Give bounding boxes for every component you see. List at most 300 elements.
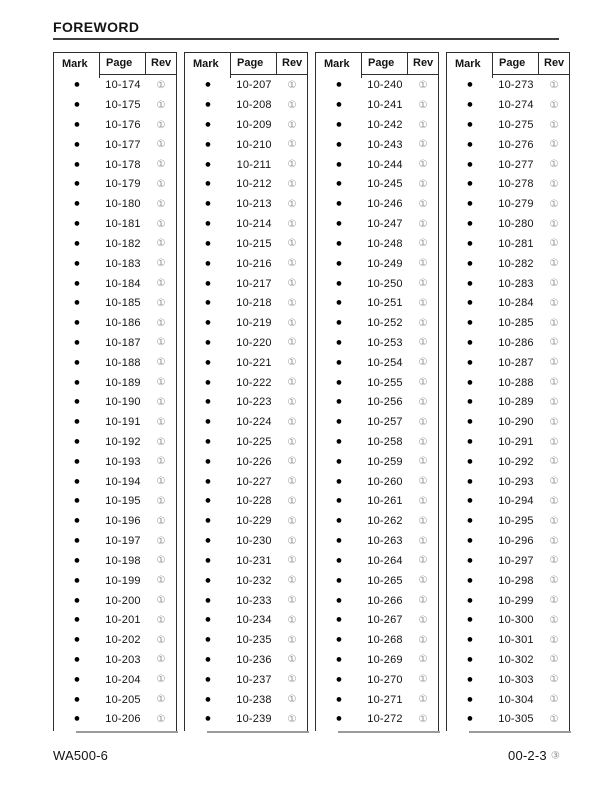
rev-circled-digit: ① [549,416,559,428]
rev-circled-digit: ① [287,713,297,725]
table-header-row [185,53,307,75]
mark-cell [185,140,231,151]
page-cell: 10-176 [105,119,141,132]
rev-circled-digit: ① [156,575,166,587]
table-row [54,452,176,472]
page-cell: 10-281 [498,237,534,250]
rev-circled-digit: ① [287,694,297,706]
table-row [185,710,307,730]
rev-circled-digit: ① [156,595,166,607]
rev-cell [146,457,176,467]
rev-cell [277,537,307,547]
rev-cell [277,220,307,230]
table-row [185,294,307,314]
rev-cell [277,200,307,210]
rev-circled-digit: ① [418,674,428,686]
table-row [185,512,307,532]
page-cell: 10-280 [498,218,534,231]
mark-cell [447,259,493,270]
rev-cell [539,160,569,170]
mark-cell [316,100,362,111]
rev-cell [146,596,176,606]
rev-cell [146,556,176,566]
page-cell: 10-212 [236,178,272,191]
table-row [316,274,438,294]
table-row [316,670,438,690]
page-cell: 10-233 [236,594,272,607]
mark-cell [316,496,362,507]
mark-bullet-icon: ● [204,336,212,349]
table-row [54,413,176,433]
mark-bullet-icon: ● [204,494,212,507]
mark-bullet-icon: ● [466,356,474,369]
rev-circled-digit: ① [418,515,428,527]
mark-bullet-icon: ● [73,395,81,408]
mark-bullet-icon: ● [73,574,81,587]
mark-bullet-icon: ● [73,594,81,607]
mark-bullet-icon: ● [466,277,474,290]
table-row [316,96,438,116]
rev-cell [539,537,569,547]
mark-cell [185,516,231,527]
page-cell: 10-191 [105,416,141,429]
page-cell: 10-282 [498,257,534,270]
rev-circled-digit: ① [287,456,297,468]
table-row [316,433,438,453]
rev-circled-digit: ① [418,377,428,389]
table-body [316,75,438,731]
mark-bullet-icon: ● [335,296,343,309]
page-cell: 10-244 [367,158,403,171]
mark-cell [316,140,362,151]
rev-circled-digit: ① [156,258,166,270]
table-row [185,472,307,492]
mark-bullet-icon: ● [466,376,474,389]
rev-cell [408,675,438,685]
page-cell: 10-273 [498,79,534,92]
table-row [316,373,438,393]
rev-circled-digit: ① [549,634,559,646]
table-bottom-shadow [338,731,440,733]
mark-bullet-icon: ● [466,534,474,547]
rev-circled-digit: ① [156,614,166,626]
rev-circled-digit: ① [549,297,559,309]
page-cell: 10-277 [498,158,534,171]
rev-cell [277,418,307,428]
table-body [185,75,307,731]
table-row [316,215,438,235]
rev-cell [539,418,569,428]
rev-cell [408,338,438,348]
mark-bullet-icon: ● [335,217,343,230]
rev-circled-digit: ① [287,278,297,290]
rev-circled-digit: ① [287,614,297,626]
rev-cell [408,636,438,646]
rev-cell [408,398,438,408]
mark-bullet-icon: ● [73,633,81,646]
mark-bullet-icon: ● [73,237,81,250]
mark-cell [447,477,493,488]
page-cell: 10-194 [105,475,141,488]
rev-cell [146,418,176,428]
page-cell: 10-185 [105,297,141,310]
mark-cell [185,219,231,230]
mark-cell [316,239,362,250]
rev-cell [539,636,569,646]
mark-cell [447,556,493,567]
mark-cell [316,120,362,131]
table-row [316,552,438,572]
column-header-mark: Mark [316,53,362,75]
column-header-page: Page [100,53,146,75]
rev-circled-digit: ① [418,119,428,131]
rev-cell [277,121,307,131]
page-cell: 10-268 [367,634,403,647]
rev-cell [277,259,307,269]
table-row [316,651,438,671]
table-row [54,116,176,136]
mark-cell [316,576,362,587]
mark-cell [316,199,362,210]
rev-circled-digit: ① [418,555,428,567]
mark-cell [185,417,231,428]
page-cell: 10-251 [367,297,403,310]
rev-cell [277,101,307,111]
mark-bullet-icon: ● [73,277,81,290]
table-row [447,334,569,354]
page-cell: 10-264 [367,554,403,567]
mark-bullet-icon: ● [335,197,343,210]
mark-bullet-icon: ● [466,435,474,448]
page-cell: 10-183 [105,257,141,270]
table-row [185,353,307,373]
page-cell: 10-293 [498,475,534,488]
rev-cell [277,616,307,626]
rev-circled-digit: ① [287,317,297,329]
page-cell: 10-297 [498,554,534,567]
page-cell: 10-289 [498,396,534,409]
page-cell: 10-286 [498,336,534,349]
mark-bullet-icon: ● [335,415,343,428]
page-cell: 10-174 [105,79,141,92]
rev-circled-digit: ① [287,238,297,250]
page-cell: 10-224 [236,416,272,429]
table-row [185,670,307,690]
rev-circled-digit: ① [418,99,428,111]
rev-circled-digit: ① [549,694,559,706]
rev-circled-digit: ① [287,258,297,270]
table-row [185,135,307,155]
table-row [185,690,307,710]
rev-circled-digit: ① [418,575,428,587]
rev-cell [539,477,569,487]
mark-bullet-icon: ● [204,316,212,329]
table-header-row [54,53,176,75]
mark-bullet-icon: ● [466,455,474,468]
rev-circled-digit: ① [287,198,297,210]
page-cell: 10-200 [105,594,141,607]
table-row [54,96,176,116]
mark-cell [185,635,231,646]
table-row [185,274,307,294]
table-row [447,314,569,334]
page-cell: 10-234 [236,614,272,627]
page-cell: 10-253 [367,336,403,349]
table-row [447,492,569,512]
mark-bullet-icon: ● [335,435,343,448]
mark-bullet-icon: ● [204,633,212,646]
mark-cell [447,437,493,448]
rev-cell [146,497,176,507]
mark-bullet-icon: ● [204,98,212,111]
mark-bullet-icon: ● [335,158,343,171]
rev-cell [146,398,176,408]
mark-bullet-icon: ● [335,653,343,666]
mark-bullet-icon: ● [204,415,212,428]
rev-circled-digit: ① [156,317,166,329]
revision-tables-container [53,52,570,731]
rev-cell [408,438,438,448]
column-header-rev: Rev [146,53,176,75]
table-row [54,472,176,492]
rev-cell [539,239,569,249]
page-cell: 10-252 [367,317,403,330]
rev-circled-digit: ① [418,436,428,448]
page-cell: 10-226 [236,455,272,468]
page-cell: 10-278 [498,178,534,191]
rev-circled-digit: ① [156,555,166,567]
page-cell: 10-259 [367,455,403,468]
column-header-rev: Rev [277,53,307,75]
column-header-mark: Mark [54,53,100,75]
rev-circled-digit: ① [156,416,166,428]
rev-circled-digit: ① [549,595,559,607]
revision-table [446,52,570,731]
mark-cell [54,358,100,369]
mark-cell [54,576,100,587]
mark-cell [316,536,362,547]
table-row [316,591,438,611]
page-cell: 10-231 [236,554,272,567]
rev-circled-digit: ① [156,159,166,171]
table-row [316,76,438,96]
column-header-rev: Rev [539,53,569,75]
mark-cell [316,338,362,349]
table-row [316,254,438,274]
rev-cell [539,101,569,111]
rev-cell [146,438,176,448]
rev-cell [539,358,569,368]
rev-circled-digit: ① [156,297,166,309]
table-header-row [447,53,569,75]
rev-cell [408,517,438,527]
table-row [54,433,176,453]
rev-circled-digit: ① [156,337,166,349]
rev-cell [408,695,438,705]
mark-cell [447,675,493,686]
rev-cell [539,398,569,408]
mark-bullet-icon: ● [466,316,474,329]
table-row [316,393,438,413]
rev-cell [408,81,438,91]
rev-circled-digit: ① [549,79,559,91]
rev-cell [408,655,438,665]
table-row [185,195,307,215]
table-row [54,215,176,235]
mark-bullet-icon: ● [335,277,343,290]
rev-cell [408,121,438,131]
page-cell: 10-305 [498,713,534,726]
rev-cell [539,121,569,131]
mark-cell [316,675,362,686]
mark-bullet-icon: ● [204,475,212,488]
mark-cell [447,279,493,290]
footer-page-number-text: 00-2-3 [508,748,547,763]
mark-bullet-icon: ● [204,197,212,210]
table-row [185,155,307,175]
mark-cell [316,655,362,666]
rev-cell [539,695,569,705]
table-row [185,492,307,512]
rev-cell [539,596,569,606]
mark-bullet-icon: ● [335,455,343,468]
mark-bullet-icon: ● [204,257,212,270]
table-row [185,532,307,552]
mark-bullet-icon: ● [335,613,343,626]
mark-bullet-icon: ● [466,237,474,250]
rev-circled-digit: ① [287,495,297,507]
rev-cell [408,457,438,467]
table-row [447,512,569,532]
mark-cell [185,714,231,725]
mark-bullet-icon: ● [335,356,343,369]
mark-cell [316,279,362,290]
table-row [447,76,569,96]
table-row [54,611,176,631]
rev-cell [146,319,176,329]
table-row [316,512,438,532]
page-cell: 10-294 [498,495,534,508]
table-row [316,195,438,215]
page-cell: 10-248 [367,237,403,250]
mark-bullet-icon: ● [204,118,212,131]
rev-circled-digit: ① [156,456,166,468]
mark-cell [447,160,493,171]
rev-circled-digit: ① [156,238,166,250]
mark-cell [316,516,362,527]
rev-circled-digit: ① [418,535,428,547]
table-row [54,571,176,591]
page-cell: 10-290 [498,416,534,429]
mark-bullet-icon: ● [73,673,81,686]
table-row [185,413,307,433]
rev-circled-digit: ① [156,99,166,111]
mark-cell [54,536,100,547]
table-row [185,433,307,453]
rev-circled-digit: ① [418,495,428,507]
page-cell: 10-228 [236,495,272,508]
mark-cell [54,496,100,507]
table-row [316,472,438,492]
mark-bullet-icon: ● [335,98,343,111]
rev-cell [146,140,176,150]
rev-cell [146,121,176,131]
mark-bullet-icon: ● [466,336,474,349]
rev-circled-digit: ① [418,337,428,349]
mark-cell [185,477,231,488]
rev-cell [277,299,307,309]
rev-circled-digit: ① [418,357,428,369]
page-cell: 10-182 [105,237,141,250]
page-cell: 10-246 [367,198,403,211]
rev-circled-digit: ① [287,337,297,349]
table-row [54,631,176,651]
rev-circled-digit: ① [418,694,428,706]
page-cell: 10-283 [498,277,534,290]
table-row [447,235,569,255]
mark-bullet-icon: ● [204,594,212,607]
rev-circled-digit: ① [418,595,428,607]
rev-cell [277,636,307,646]
page-cell: 10-249 [367,257,403,270]
mark-cell [185,239,231,250]
page-cell: 10-245 [367,178,403,191]
rev-cell [408,715,438,725]
page-cell: 10-270 [367,673,403,686]
mark-bullet-icon: ● [73,177,81,190]
page-cell: 10-175 [105,99,141,112]
page-cell: 10-190 [105,396,141,409]
page-cell: 10-202 [105,634,141,647]
rev-circled-digit: ① [156,278,166,290]
mark-cell [54,259,100,270]
page-cell: 10-292 [498,455,534,468]
mark-bullet-icon: ● [73,78,81,91]
mark-bullet-icon: ● [73,475,81,488]
page-cell: 10-206 [105,713,141,726]
mark-cell [54,160,100,171]
table-row [316,334,438,354]
rev-cell [277,675,307,685]
table-row [54,155,176,175]
table-row [54,135,176,155]
rev-cell [539,576,569,586]
table-row [185,651,307,671]
mark-bullet-icon: ● [466,98,474,111]
table-row [447,393,569,413]
mark-bullet-icon: ● [466,177,474,190]
mark-bullet-icon: ● [335,237,343,250]
mark-cell [316,615,362,626]
table-row [316,452,438,472]
rev-cell [539,438,569,448]
mark-bullet-icon: ● [73,138,81,151]
table-row [316,690,438,710]
mark-bullet-icon: ● [204,78,212,91]
mark-bullet-icon: ● [73,376,81,389]
mark-cell [447,179,493,190]
page-cell: 10-267 [367,614,403,627]
mark-cell [316,219,362,230]
mark-cell [54,655,100,666]
rev-circled-digit: ① [418,139,428,151]
rev-cell [539,497,569,507]
rev-circled-digit: ① [549,218,559,230]
mark-bullet-icon: ● [73,197,81,210]
rev-cell [277,477,307,487]
rev-circled-digit: ① [156,515,166,527]
mark-bullet-icon: ● [73,415,81,428]
